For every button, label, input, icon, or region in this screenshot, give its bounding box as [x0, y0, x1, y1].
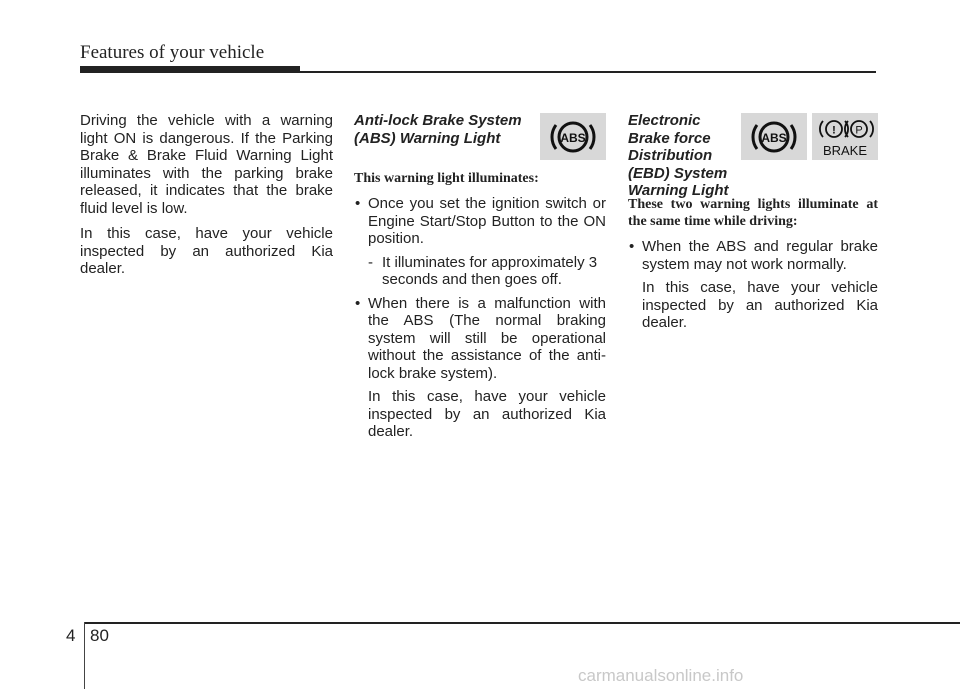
abs-bullet-ignition: • Once you set the ignition switch or Engine Start/Stop Button to the ON position. [355, 195, 606, 247]
svg-text:BRAKE: BRAKE [822, 142, 868, 158]
ebd-heading-line2: Brake force [628, 129, 711, 147]
abs-lead: This warning light illuminates: [354, 171, 539, 186]
ebd-bullet-abs: • When the ABS and regular brake system may not work normally. [629, 238, 878, 273]
svg-text:!: ! [832, 124, 836, 136]
ebd-heading-line5: Warning Light [628, 182, 729, 199]
svg-text:ABS: ABS [761, 130, 787, 145]
page-number: 80 [90, 626, 109, 645]
header-rule-thin [300, 71, 876, 73]
column-warning-intro [80, 112, 333, 286]
footer-divider [84, 622, 85, 689]
chapter-number: 4 [66, 626, 76, 645]
ebd-lead: These two warning lights illuminate at the same time while driving: [628, 197, 878, 229]
intro-paragraph: Driving the vehicle with a warning light ON is dangerous. If the Parking Brake & Brake Fluid Warning Light illuminates with the parking brake released, it indicates that the brake fluid level is low. [80, 112, 333, 217]
svg-text:P: P [855, 124, 863, 136]
watermark-text: carmanualsonline.info [578, 666, 744, 685]
ebd-dealer-note: In this case, have your vehicle inspected by an authorized Kia dealer. [642, 279, 878, 331]
ebd-abs-icon [741, 113, 807, 160]
column-abs-warning [354, 112, 606, 447]
footer-rule [84, 622, 960, 624]
svg-text:ABS: ABS [560, 130, 586, 145]
abs-heading-line1: Anti-lock Brake System [354, 112, 522, 129]
abs-warning-icon [540, 113, 606, 160]
abs-bullet-malfunction: • When there is a malfunction with the ABS (The normal braking system will still be operational without the assistance of the anti-lock brake system). [355, 294, 606, 382]
brake-warning-icon [812, 113, 878, 160]
ebd-heading-line4: (EBD) System [628, 164, 728, 182]
ebd-heading-line1: Electronic [628, 112, 701, 129]
abs-sub-duration: - It illuminates for approximately 3 seconds and then goes off. [368, 253, 598, 288]
abs-heading-line2: (ABS) Warning Light [354, 129, 501, 147]
header-rule-thick [80, 66, 300, 73]
intro-paragraph-dealer: In this case, have your vehicle inspected by an authorized Kia dealer. [80, 225, 333, 277]
ebd-heading-line3: Distribution [628, 147, 713, 164]
abs-dealer-note: In this case, have your vehicle inspected by an authorized Kia dealer. [368, 388, 606, 440]
page-header-title: Features of your vehicle [80, 42, 265, 63]
